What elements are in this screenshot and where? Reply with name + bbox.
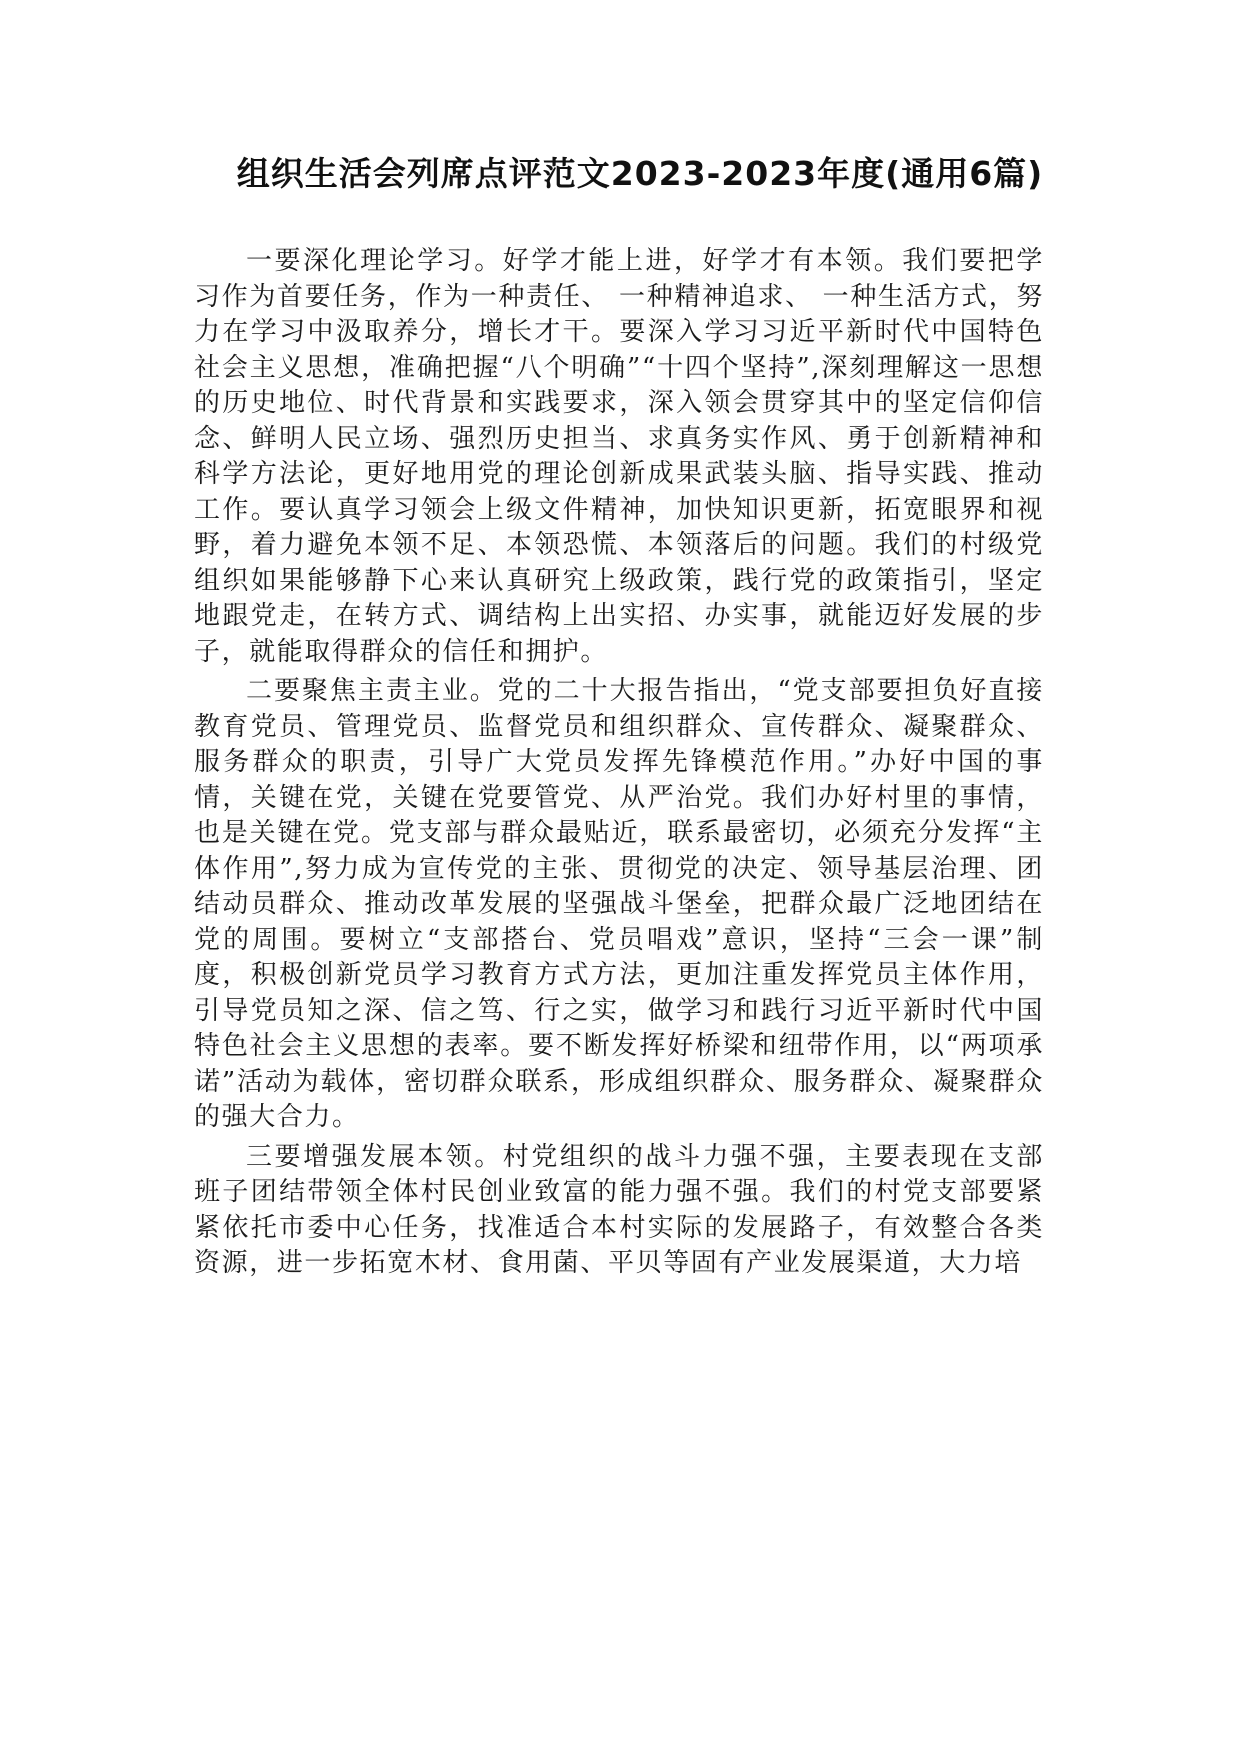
paragraph-1: 一要深化理论学习。好学才能上进，好学才有本领。我们要把学习作为首要任务，作为一种责任、 一种精神追求、 一种生活方式，努力在学习中汲取养分，增长才干。要深入学习习近平新时代中国特色社会主义思想，准确把握“八个明确”“十四个坚持”,深刻理解这一思想的历史地位、时代背景和实践要求，深入领会贯穿其中的坚定信仰信念、鲜明人民立场、强烈历史担当、求真务实作风、勇于创新精神和科学方法论，更好地用党的理论创新成果武装头脑、指导实践、推动工作。要认真学习领会上级文件精神，加快知识更新，拓宽眼界和视野，着力避免本领不足、本领恐慌、本领落后的问题。我们的村级党组织如果能够静下心来认真研究上级政策，践行党的政策指引，坚定地跟党走，在转方式、调结构上出实招、办实事，就能迈好发展的步子，就能取得群众的信任和拥护。 [194,246,1044,667]
document-body [194,244,1044,1286]
paragraph-3: 三要增强发展本领。村党组织的战斗力强不强，主要表现在支部班子团结带领全体村民创业致富的能力强不强。我们的村党支部要紧紧依托市委中心任务，找准适合本村实际的发展路子，有效整合各类资源，进一步拓宽木材、食用菌、平贝等固有产业发展渠道，大力培 [194,1141,1044,1278]
document-title: 组织生活会列席点评范文2023-2023年度(通用6篇) [236,154,1044,193]
paragraph-2: 二要聚焦主责主业。党的二十大报告指出，“党支部要担负好直接教育党员、管理党员、监督党员和组织群众、宣传群众、凝聚群众、服务群众的职责，引导广大党员发挥先锋模范作用。”办好中国的事情，关键在党，关键在党要管党、从严治党。我们办好村里的事情，也是关键在党。党支部与群众最贴近，联系最密切，必须充分发挥“主体作用”,努力成为宣传党的主张、贯彻党的决定、领导基层治理、团结动员群众、推动改革发展的坚强战斗堡垒，把群众最广泛地团结在党的周围。要树立“支部搭台、党员唱戏”意识，坚持“三会一课”制度，积极创新党员学习教育方式方法，更加注重发挥党员主体作用，引导党员知之深、信之笃、行之实，做学习和践行习近平新时代中国特色社会主义思想的表率。要不断发挥好桥梁和纽带作用，以“两项承诺”活动为载体，密切群众联系，形成组织群众、服务群众、凝聚群众的强大合力。 [194,676,1044,1132]
